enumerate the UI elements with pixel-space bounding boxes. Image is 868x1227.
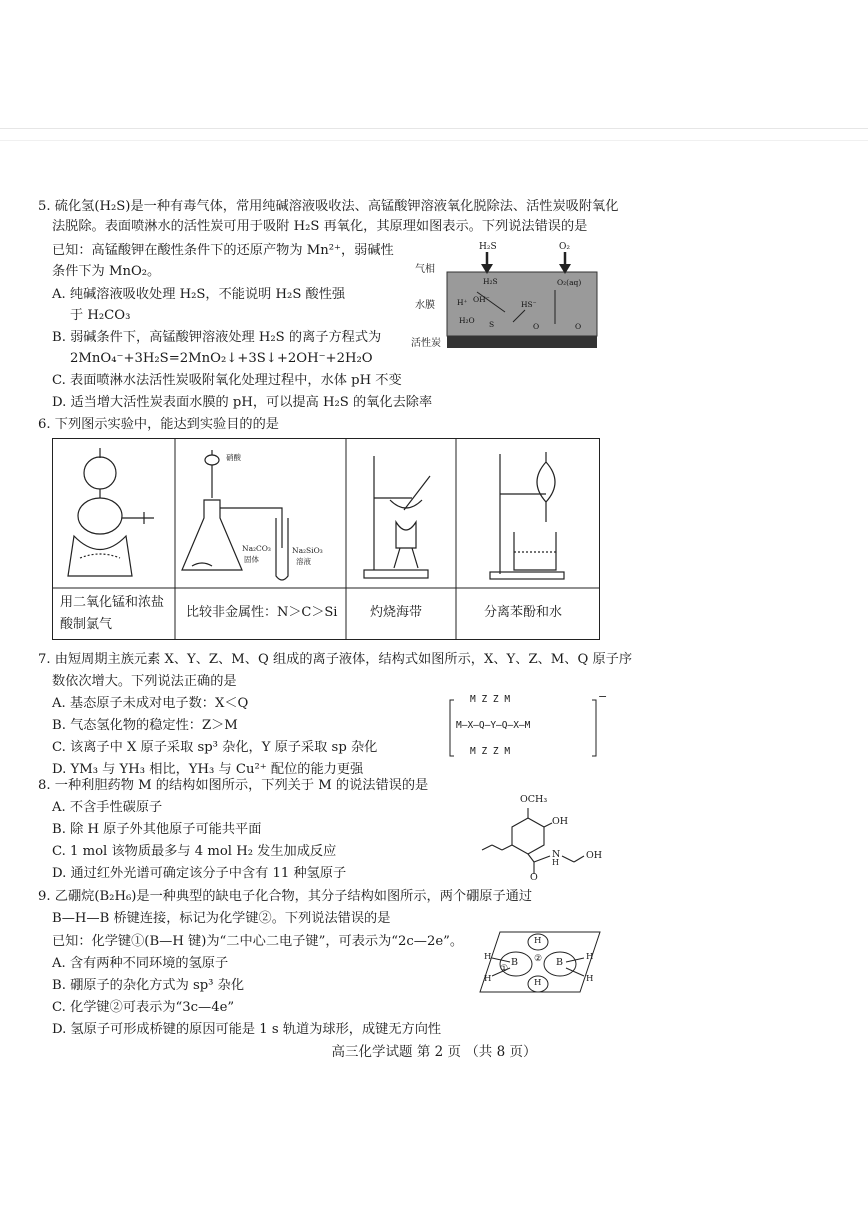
experiment-1-caption: 用二氧化锰和浓盐: [60, 595, 165, 610]
experiment-2-caption: 比较非金属性：N＞C＞Si: [186, 605, 338, 620]
q7-option-c: C. 该离子中 X 原子采取 sp³ 杂化，Y 原子采取 sp 杂化: [52, 740, 378, 755]
gas-phase-label: 气相: [415, 264, 435, 275]
bond-1-marker: ①: [500, 964, 509, 974]
na2co3-solid-label: 固体: [244, 555, 259, 564]
o2-gas-label: O₂: [559, 242, 570, 252]
q7-stem-line1: 7. 由短周期主族元素 X、Y、Z、M、Q 组成的离子液体，结构式如图所示，X、Y、Z、M、Q 原子序: [38, 652, 633, 667]
flask-tube-apparatus: [182, 450, 288, 580]
amide-nitrogen-label: N: [552, 849, 561, 860]
structure-top-row: M Z Z M: [470, 694, 511, 705]
h2s-gas-label: H₂S: [479, 242, 497, 252]
hs-label: HS⁻: [521, 300, 537, 309]
terminal-hydrogen: H: [484, 974, 492, 984]
na2co3-label: Na₂CO₃: [242, 544, 271, 553]
q5-option-b-equation: 2MnO₄⁻+3H₂S=2MnO₂↓+3S↓+2OH⁻+2H₂O: [70, 351, 373, 366]
q5-adsorption-figure: [411, 240, 605, 352]
q5-stem-line4: 条件下为 MnO₂。: [52, 264, 161, 279]
activated-carbon-label: 活性炭: [411, 338, 441, 349]
boron-atom-right: B: [556, 957, 563, 968]
water-film-label: 水膜: [415, 300, 435, 311]
h-plus-label: H⁺: [457, 298, 468, 307]
experiment-4-caption: 分离苯酚和水: [484, 605, 563, 620]
sulfur-label: S: [489, 320, 495, 329]
q9-stem-line2: B—H—B 桥键连接，标记为化学键②。下列说法错误的是: [52, 911, 391, 926]
q5-figure-svg: [415, 240, 605, 352]
q8-stem: 8. 一种利胆药物 M 的结构如图所示，下列关于 M 的说法错误的是: [38, 778, 429, 793]
benzene-ring: [512, 818, 544, 854]
kipp-generator-apparatus: [68, 448, 154, 576]
q9-stem-line3: 已知：化学键①(B—H 键)为“二中心二电子键”，可表示为“2c—2e”。: [52, 934, 464, 949]
structure-charge: −: [598, 690, 608, 703]
terminal-hydrogen: H: [484, 952, 492, 962]
boron-atom-left: B: [511, 957, 518, 968]
terminal-hydroxyl-label: OH: [586, 850, 603, 861]
q8-molecule-structure: [478, 790, 608, 883]
na2sio3-solution-label: 溶液: [296, 557, 311, 566]
bridging-hydrogen-bottom: H: [534, 978, 542, 988]
q8-option-c: C. 1 mol 该物质最多与 4 mol H₂ 发生加成反应: [52, 844, 337, 859]
q5-option-a: A. 纯碱溶液吸收处理 H₂S，不能说明 H₂S 酸性强: [52, 287, 346, 302]
q8-option-d: D. 通过红外光谱可确定该分子中含有 11 种氢原子: [52, 866, 347, 881]
q5-stem-line3: 已知：高锰酸钾在酸性条件下的还原产物为 Mn²⁺，弱碱性: [52, 243, 394, 258]
q5-stem-line2: 法脱除。表面喷淋水的活性炭可用于吸附 H₂S 再氧化，其原理如图表示。下列说法错误的是: [52, 219, 588, 234]
na2sio3-label: Na₂SiO₃: [292, 546, 323, 555]
q5-option-c: C. 表面喷淋水法活性炭吸附氧化处理过程中，水体 pH 不变: [52, 373, 402, 388]
separatory-funnel-apparatus: [490, 452, 564, 579]
q8-option-b: B. 除 H 原子外其他原子可能共平面: [52, 822, 262, 837]
structure-middle-row: M–X–Q–Y–Q–X–M: [456, 720, 531, 731]
q5-stem-line1: 5. 硫化氢(H₂S)是一种有毒气体，常用纯碱溶液吸收法、高锰酸钾溶液氧化脱除法、活性炭吸附氧化: [38, 199, 619, 214]
oh-label: OH⁻: [473, 295, 490, 304]
q9-option-d: D. 氢原子可形成桥键的原因可能是 1 s 轨道为球形，成键无方向性: [52, 1022, 442, 1037]
q7-option-a: A. 基态原子未成对电子数：X＜Q: [52, 696, 249, 711]
q7-ionic-structure: [448, 690, 608, 766]
crucible-burner-apparatus: [364, 456, 430, 578]
q8-option-a: A. 不含手性碳原子: [52, 800, 163, 815]
left-bracket: [450, 700, 454, 756]
oxygen-label-right: O: [575, 322, 582, 331]
q6-stem: 6. 下列图示实验中，能达到实验目的的是: [38, 417, 279, 432]
terminal-hydrogen: H: [586, 952, 594, 962]
q9-option-a: A. 含有两种不同环境的氢原子: [52, 956, 229, 971]
experiment-1-caption-cont: 酸制氯气: [60, 617, 113, 632]
q9-stem-line1: 9. 乙硼烷(B₂H₆)是一种典型的缺电子化合物，其分子结构如图所示，两个硼原子通过: [38, 889, 533, 904]
q9-option-c: C. 化学键②可表示为“3c—4e”: [52, 1000, 235, 1015]
q5-option-b: B. 弱碱条件下，高锰酸钾溶液处理 H₂S 的离子方程式为: [52, 330, 382, 345]
terminal-hydrogen: H: [586, 974, 594, 984]
h2s-in-film: H₂S: [483, 277, 498, 286]
nitric-acid-label: 硝酸: [226, 453, 241, 462]
hydroxyl-group-label: OH: [552, 816, 569, 827]
right-bracket: [592, 700, 596, 756]
bridging-hydrogen-top: H: [534, 936, 542, 946]
experiment-3-caption: 灼烧海带: [370, 605, 423, 620]
activated-carbon-layer: [447, 336, 597, 348]
methoxy-group-label: OCH₃: [520, 794, 548, 805]
q5-option-a-cont: 于 H₂CO₃: [70, 308, 131, 323]
h2o-label: H₂O: [459, 316, 475, 325]
oxygen-label-left: O: [533, 322, 540, 331]
q7-option-b: B. 气态氢化物的稳定性：Z＞M: [52, 718, 238, 733]
q5-option-d: D. 适当增大活性炭表面水膜的 pH，可以提高 H₂S 的氧化去除率: [52, 395, 433, 410]
o2-aq-label: O₂(aq): [557, 278, 582, 287]
q9-option-b: B. 硼原子的杂化方式为 sp³ 杂化: [52, 978, 245, 993]
page-footer: 高三化学试题 第 2 页 （共 8 页）: [331, 1044, 537, 1060]
q7-option-d: D. YM₃ 与 YH₃ 相比，YH₃ 与 Cu²⁺ 配位的能力更强: [52, 762, 364, 777]
q7-stem-line2: 数依次增大。下列说法正确的是: [52, 674, 237, 689]
structure-bottom-row: M Z Z M: [470, 746, 511, 757]
q6-experiment-table: [52, 438, 600, 640]
q9-diborane-structure: [478, 928, 602, 996]
carbonyl-oxygen-label: O: [530, 872, 538, 883]
bond-2-marker: ②: [534, 954, 543, 964]
amide-hydrogen-label: H: [552, 858, 559, 867]
